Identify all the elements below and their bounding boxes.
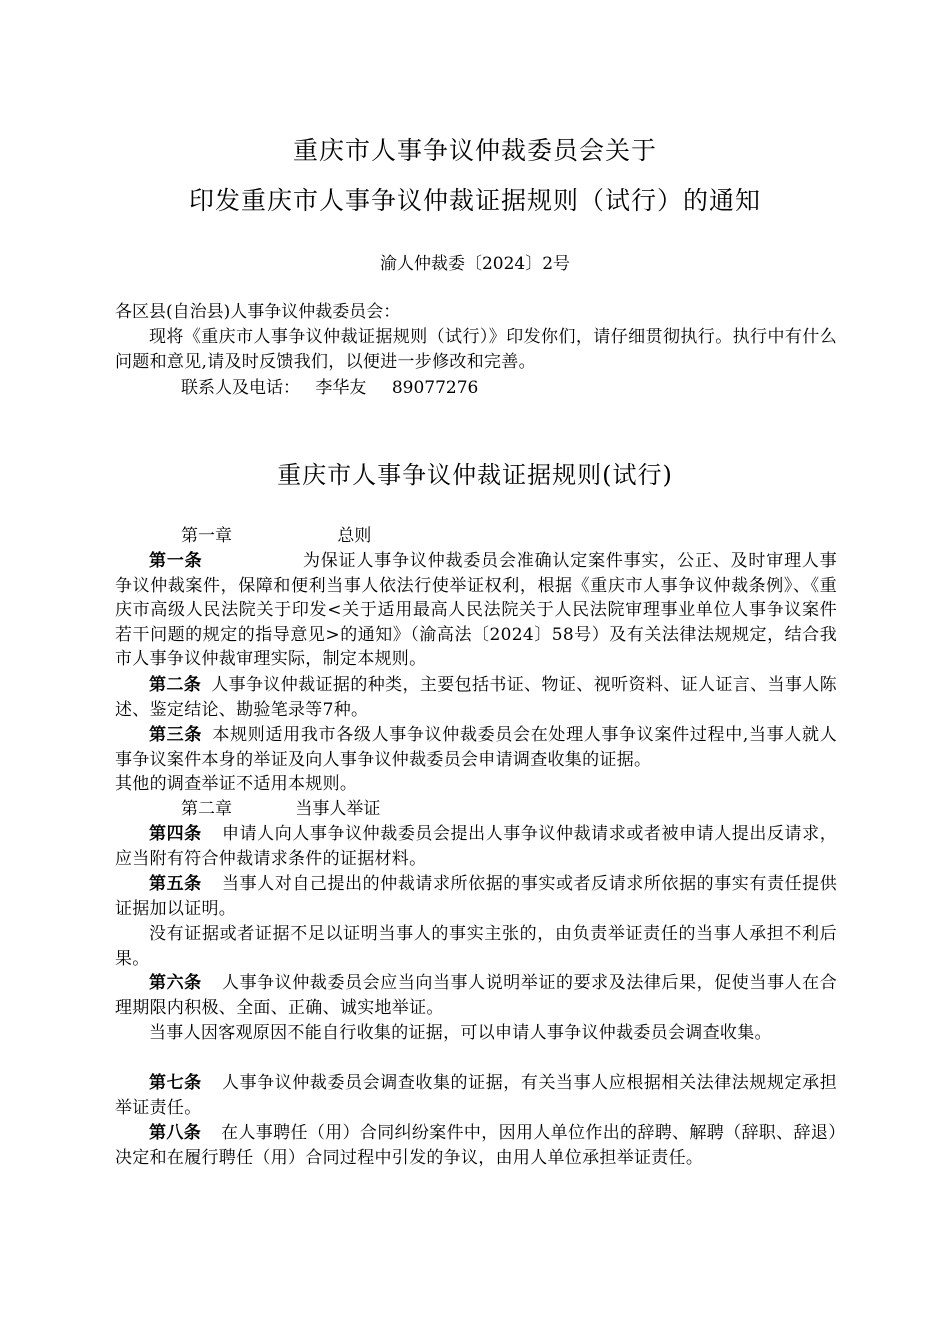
article-5 xyxy=(115,872,837,921)
chapter-1-name: 总则 xyxy=(337,526,372,546)
chapter-1-heading xyxy=(115,524,837,548)
article-3-label: 第三条 xyxy=(149,725,203,745)
article-5-paragraph-2: 没有证据或者证据不足以证明当事人的事实主张的，由负责举证责任的当事人承担不利后果。 xyxy=(115,924,837,969)
article-1-text: 为保证人事争议仲裁委员会准确认定案件事实，公正、及时审理人事争议仲裁案件，保障和便利当事人依法行使举证权利，根据《重庆市人事争议仲裁条例》、《重庆市高级人民法院关于印发<关于适用最高人民法院关于人民法院审理事业单位人事争议案件若干问题的规定的指导意见>的通知》（渝高法〔2024〕58号）及有关法律法规规定，结合我市人事争议仲裁审理实际，制定本规则。 xyxy=(115,551,838,669)
contact-phone: 89077276 xyxy=(391,378,479,398)
article-7 xyxy=(115,1071,837,1120)
article-8 xyxy=(115,1121,837,1170)
article-4-text: 申请人向人事争议仲裁委员会提出人事争议仲裁请求或者被申请人提出反请求，应当附有符合仲裁请求条件的证据材料。 xyxy=(115,824,838,869)
article-7-text: 人事争议仲裁委员会调查收集的证据，有关当事人应根据相关法律法规规定承担举证责任。 xyxy=(115,1073,838,1118)
contact-label: 联系人及电话： xyxy=(181,378,300,398)
article-2-label: 第二条 xyxy=(149,675,202,695)
chapter-1-number: 第一章 xyxy=(181,526,232,546)
article-3 xyxy=(115,723,837,772)
article-4-label: 第四条 xyxy=(149,824,202,844)
article-1-label: 第一条 xyxy=(149,551,203,571)
chapter-2-number: 第二章 xyxy=(181,799,232,819)
article-7-label: 第七条 xyxy=(149,1073,202,1093)
article-4 xyxy=(115,822,837,871)
contact-line xyxy=(115,377,903,400)
rules-title: 重庆市人事争议仲裁证据规则(试行) xyxy=(277,461,673,489)
notice-title-line2: 印发重庆市人事争议仲裁证据规则（试行）的通知 xyxy=(188,186,761,215)
chapter-2-name: 当事人举证 xyxy=(295,799,381,819)
article-5-label: 第五条 xyxy=(149,874,202,894)
contact-name: 李华友 xyxy=(315,378,367,398)
chapter-2-heading xyxy=(115,797,837,821)
article-3-text: 本规则适用我市各级人事争议仲裁委员会在处理人事争议案件过程中,当事人就人事争议案件本身的举证及向人事争议仲裁委员会申请调查收集的证据。 xyxy=(115,725,837,770)
article-3-paragraph-2: 其他的调查举证不适用本规则。 xyxy=(115,774,358,794)
notice-title-line1: 重庆市人事争议仲裁委员会关于 xyxy=(292,136,657,165)
notice-paragraph: 现将《重庆市人事争议仲裁证据规则（试行）》印发你们，请仔细贯彻执行。执行中有什么问题和意见,请及时反馈我们，以便进一步修改和完善。 xyxy=(115,327,837,372)
article-5-text: 当事人对自己提出的仲裁请求所依据的事实或者反请求所依据的事实有责任提供证据加以证明。 xyxy=(115,874,838,919)
article-2 xyxy=(115,673,837,722)
article-6-text: 人事争议仲裁委员会应当向当事人说明举证的要求及法律后果，促使当事人在合理期限内积极、全面、正确、诚实地举证。 xyxy=(115,973,838,1018)
article-2-text: 人事争议仲裁证据的种类，主要包括书证、物证、视听资料、证人证言、当事人陈述、鉴定结论、勘验笔录等7种。 xyxy=(115,675,837,720)
document-number: 渝人仲裁委〔2024〕2号 xyxy=(379,254,571,274)
article-8-text: 在人事聘任（用）合同纠纷案件中，因用人单位作出的辞聘、解聘（辞职、辞退）决定和在履行聘任（用）合同过程中引发的争议，由用人单位承担举证责任。 xyxy=(115,1123,837,1168)
article-6-paragraph-2: 当事人因客观原因不能自行收集的证据，可以申请人事争议仲裁委员会调查收集。 xyxy=(149,1023,772,1043)
article-8-label: 第八条 xyxy=(149,1123,202,1143)
salutation: 各区县(自治县)人事争议仲裁委员会： xyxy=(115,302,401,322)
article-1 xyxy=(115,549,837,672)
article-6-label: 第六条 xyxy=(149,973,202,993)
article-6 xyxy=(115,971,837,1020)
